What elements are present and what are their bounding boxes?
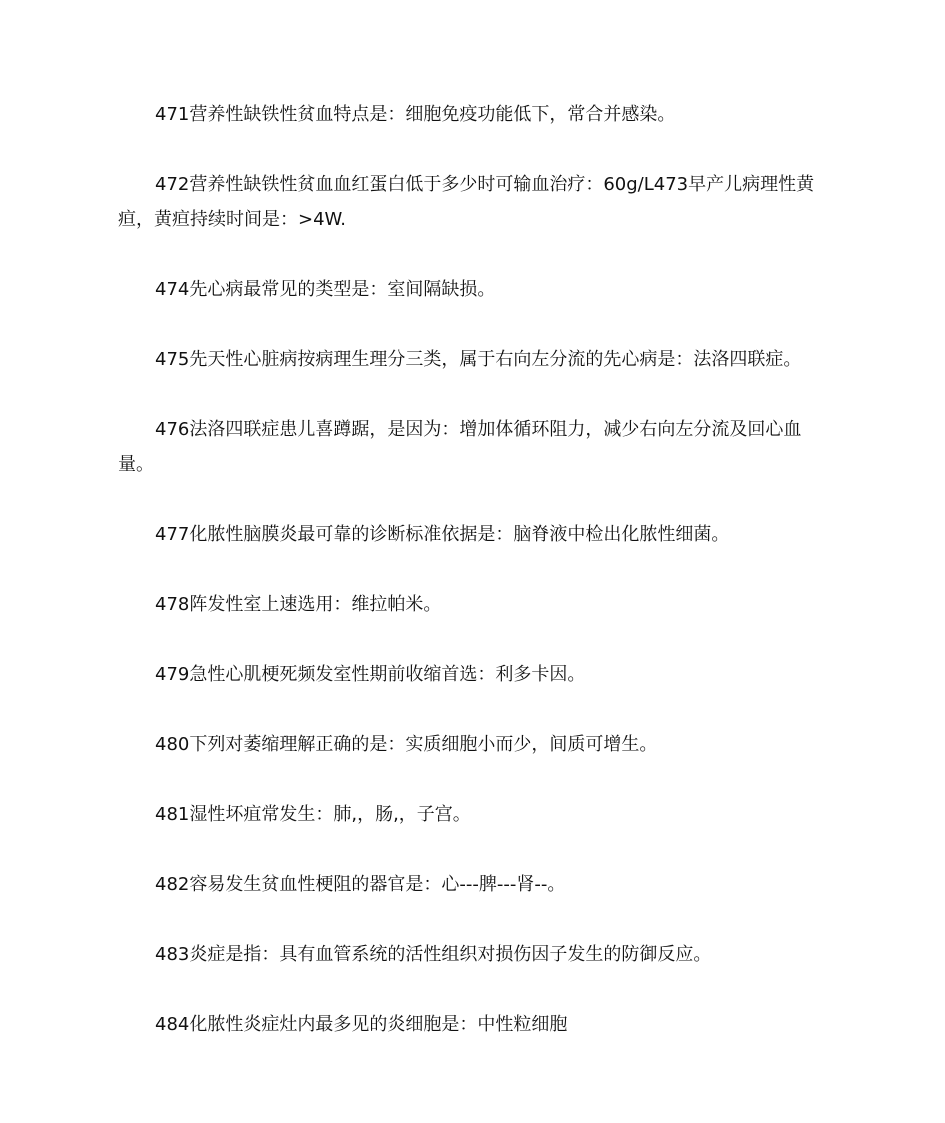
paragraph-484: 484化脓性炎症灶内最多见的炎细胞是：中性粒细胞 bbox=[155, 1014, 568, 1035]
paragraph-477: 477化脓性脑膜炎最可靠的诊断标准依据是：脑脊液中检出化脓性细菌。 bbox=[155, 524, 730, 545]
document-body bbox=[118, 97, 830, 1077]
paragraph-482: 482容易发生贫血性梗阻的器官是：心---脾---肾--。 bbox=[155, 874, 566, 895]
paragraph-480: 480下列对萎缩理解正确的是：实质细胞小而少，间质可增生。 bbox=[155, 734, 658, 755]
paragraph-479: 479急性心肌梗死频发室性期前收缩首选：利多卡因。 bbox=[155, 664, 586, 685]
paragraph-478: 478阵发性室上速选用：维拉帕米。 bbox=[155, 594, 442, 615]
paragraph-483: 483炎症是指：具有血管系统的活性组织对损伤因子发生的防御反应。 bbox=[155, 944, 712, 965]
paragraph-476: 476法洛四联症患儿喜蹲踞，是因为：增加体循环阻力，减少右向左分流及回心血量。 bbox=[118, 419, 802, 475]
paragraph-481: 481湿性坏疽常发生：肺,，肠,，子宫。 bbox=[155, 804, 471, 825]
paragraph-472: 472营养性缺铁性贫血血红蛋白低于多少时可输血治疗：60g/L473早产儿病理性黄疸，黄疸持续时间是：>4W. bbox=[118, 174, 815, 230]
paragraph-474: 474先心病最常见的类型是：室间隔缺损。 bbox=[155, 279, 496, 300]
paragraph-475: 475先天性心脏病按病理生理分三类，属于右向左分流的先心病是：法洛四联症。 bbox=[155, 349, 802, 370]
paragraph-471: 471营养性缺铁性贫血特点是：细胞免疫功能低下，常合并感染。 bbox=[155, 104, 676, 125]
